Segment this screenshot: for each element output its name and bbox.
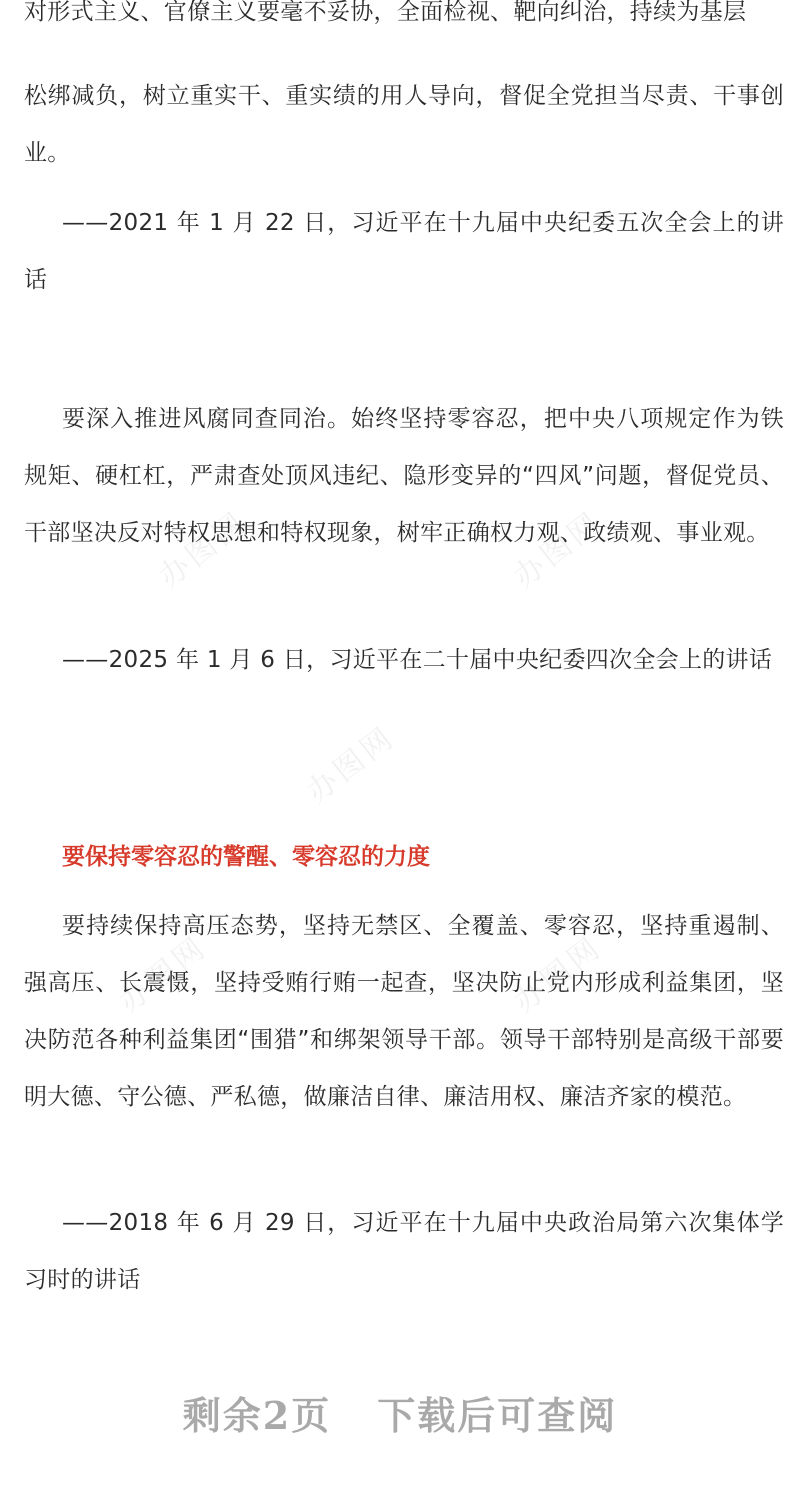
paragraph: 要持续保持高压态势，坚持无禁区、全覆盖、零容忍，坚持重遏制、强高压、长震慑，坚持受贿行贿一起查，坚决防止党内形成利益集团，坚决防范各种利益集团“围猎”和绑架领导干部。领导干部特别是高级干部要明大德、守公德、严私德，做廉洁自律、廉洁用权、廉洁齐家的模范。 xyxy=(24,913,784,1110)
watermark: 办图网 xyxy=(300,719,403,810)
remaining-pages-label: 剩余2页 xyxy=(182,1393,332,1438)
paragraph-fragment-line: 对形式主义、官僚主义要毫不妥协，全面检视、靶向纠治，持续为基层 xyxy=(24,0,747,25)
watermark: 办图网 xyxy=(152,504,255,595)
quote-source: ——2021 年 1 月 22 日，习近平在十九届中央纪委五次全会上的讲话 xyxy=(24,210,784,293)
paragraph-continuation: 松绑减负，树立重实干、重实绩的用人导向，督促全党担当尽责、干事创业。 xyxy=(24,83,784,166)
paragraph: 要深入推进风腐同查同治。始终坚持零容忍，把中央八项规定作为铁规矩、硬杠杠，严肃查处顶风违纪、隐形变异的“四风”问题，督促党员、干部坚决反对特权思想和特权现象，树牢正确权力观、政绩观、事业观。 xyxy=(24,406,784,546)
download-notice[interactable] xyxy=(0,1385,800,1440)
watermark: 办图网 xyxy=(507,504,610,595)
download-to-view-label: 下载后可查阅 xyxy=(377,1393,618,1438)
watermark: 办图网 xyxy=(112,929,215,1020)
section-heading: 要保持零容忍的警醒、零容忍的力度 xyxy=(62,844,430,870)
watermark: 办图网 xyxy=(507,929,610,1020)
quote-source: ——2018 年 6 月 29 日，习近平在十九届中央政治局第六次集体学习时的讲话 xyxy=(24,1210,784,1293)
quote-source: ——2025 年 1 月 6 日，习近平在二十届中央纪委四次全会上的讲话 xyxy=(62,647,773,673)
